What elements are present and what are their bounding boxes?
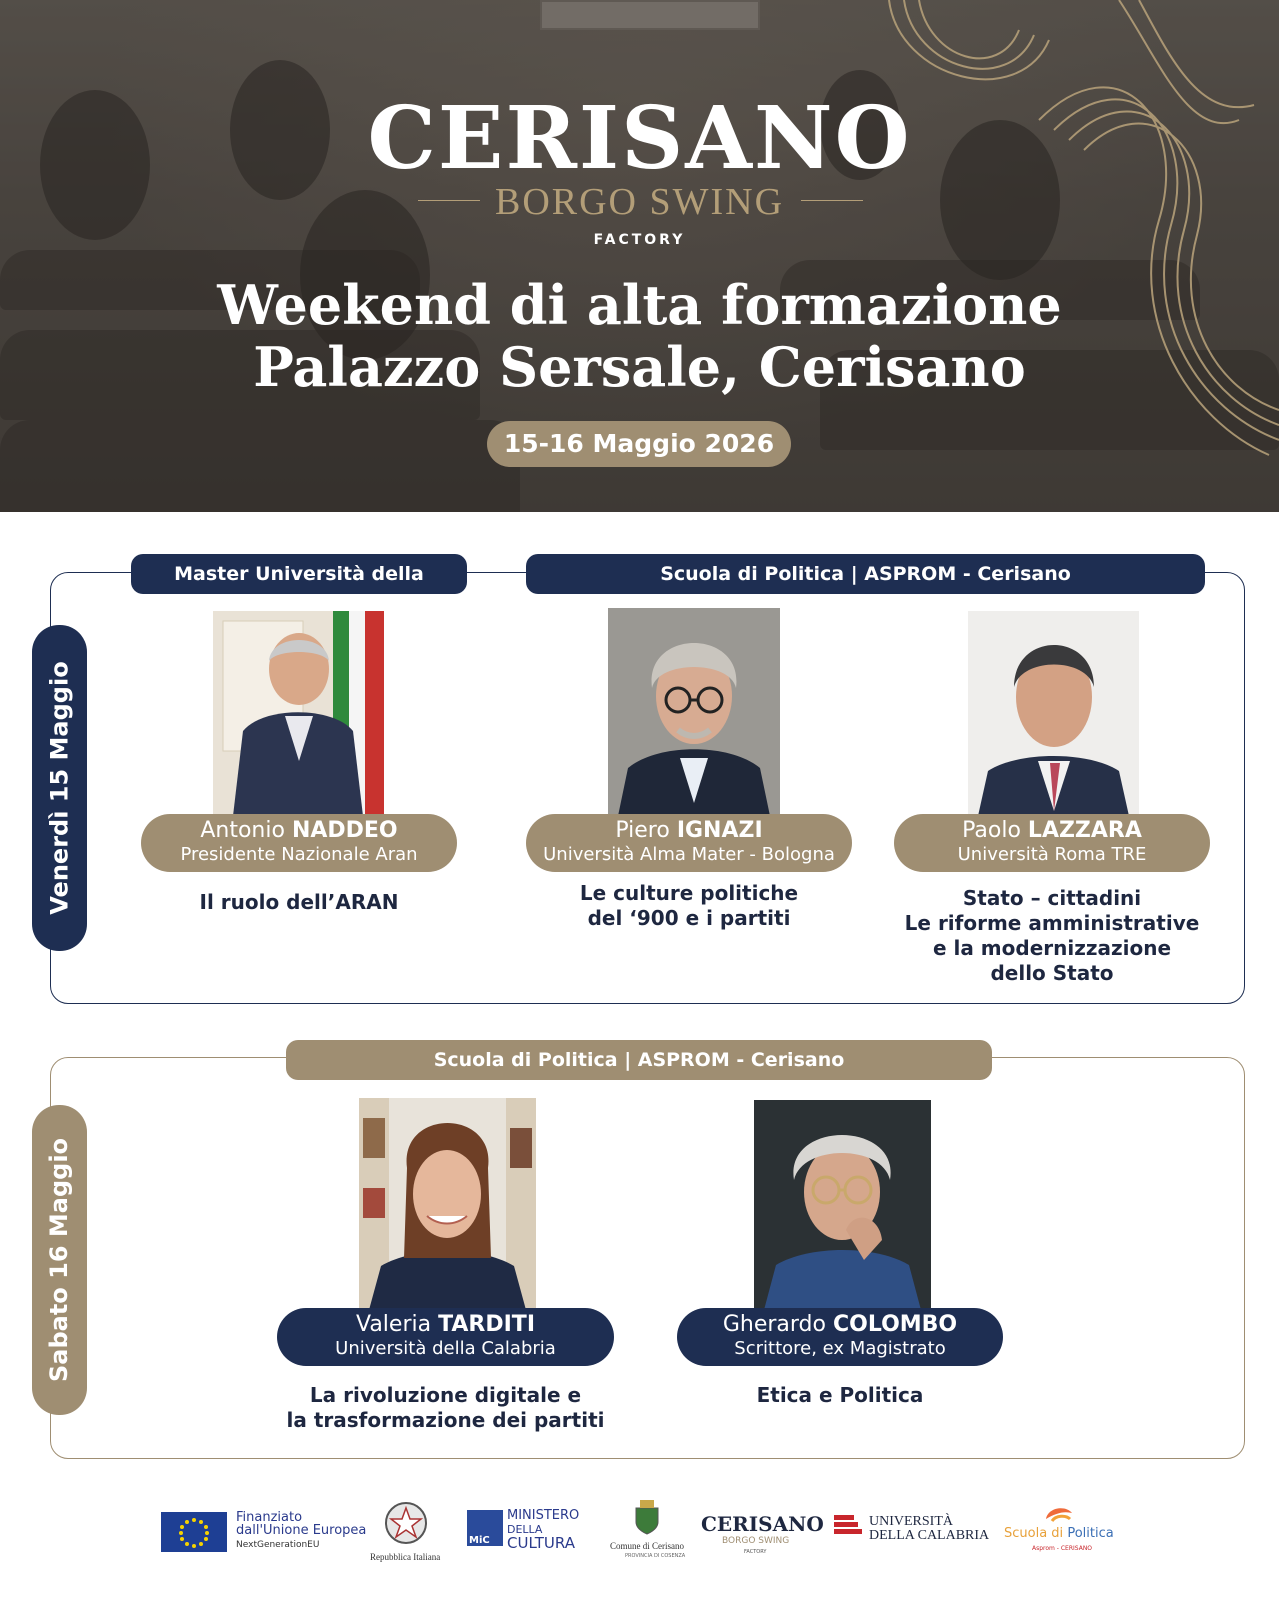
scuola-politica-logo-text: Scuola di Politica [1004,1526,1114,1541]
talk-title-colombo: Etica e Politica [756,1383,924,1407]
speaker-photo-tarditi [359,1098,536,1310]
day2-panel [50,1057,1245,1459]
logo-factory: FACTORY [593,232,686,248]
speaker-pill-naddeo: Antonio NADDEO Presidente Nazionale Aran [141,814,457,872]
cerisano-footer-factory: FACTORY [744,1549,767,1555]
speaker-photo-lazzara [968,611,1139,816]
eu-flag-icon [161,1512,227,1552]
repubblica-caption: Repubblica Italiana [370,1552,441,1562]
band-scuola-politica: Scuola di Politica | ASPROM - Cerisano [526,554,1205,594]
cerisano-logo: CERISANO [367,88,912,189]
eu-funding-line2: dall'Unione Europea [236,1523,367,1538]
scuola-politica-logo-sub: Asprom - CERISANO [1032,1545,1093,1552]
unical-line2: DELLA CALABRIA [869,1528,990,1543]
mic-short: MiC [469,1535,490,1546]
cerisano-footer-logo: CERISANO [701,1512,824,1536]
unical-line1: UNIVERSITÀ [869,1514,953,1529]
scuola-politica-logo-icon [1044,1505,1074,1523]
mic-line1: MINISTERO [507,1508,580,1523]
day2-label-tab: Sabato 16 Maggio [32,1105,87,1415]
comune-caption: Comune di Cerisano [610,1541,684,1551]
unical-logo-icon [834,1515,862,1535]
speaker-photo-colombo [754,1100,931,1310]
eu-funding-line3: NextGenerationEU [236,1540,320,1550]
speaker-pill-lazzara: Paolo LAZZARA Università Roma TRE [894,814,1210,872]
event-date-badge: 15-16 Maggio 2026 [487,421,791,467]
talk-title-lazzara: Stato – cittadini Le riforme amministrative e la modernizzazione dello Stato [904,886,1200,985]
speaker-pill-colombo: Gherardo COLOMBO Scrittore, ex Magistrato [677,1308,1003,1366]
event-title: Weekend di alta formazione [217,273,1062,337]
talk-title-tarditi: La rivoluzione digitale e la trasformazione dei partiti [286,1383,605,1432]
repubblica-emblem-icon [383,1500,429,1546]
speaker-pill-tarditi: Valeria TARDITI Università della Calabria [277,1308,614,1366]
mic-line2: DELLA [507,1523,543,1536]
speaker-photo-naddeo [213,611,384,816]
band-master-unical: Master Università della [131,554,467,594]
event-venue: Palazzo Sersale, Cerisano [253,335,1026,399]
band-scuola-politica-day2: Scuola di Politica | ASPROM - Cerisano [286,1040,992,1080]
eu-funding-line1: Finanziato [236,1510,303,1525]
speaker-pill-ignazi: Piero IGNAZI Università Alma Mater - Bologna [526,814,852,872]
comune-crest-icon [634,1500,660,1536]
cerisano-footer-sub: BORGO SWING [722,1536,790,1546]
talk-title-naddeo: Il ruolo dell’ARAN [199,890,399,914]
day1-label-tab: Venerdì 15 Maggio [32,625,87,951]
hero-banner [0,0,1279,512]
comune-subcaption: PROVINCIA DI COSENZA [625,1553,686,1559]
logo-subtitle: BORGO SWING [494,181,785,223]
talk-title-ignazi: Le culture politiche del ‘900 e i partiti [579,881,799,930]
mic-line3: CULTURA [507,1534,575,1552]
speaker-photo-ignazi [608,608,780,816]
